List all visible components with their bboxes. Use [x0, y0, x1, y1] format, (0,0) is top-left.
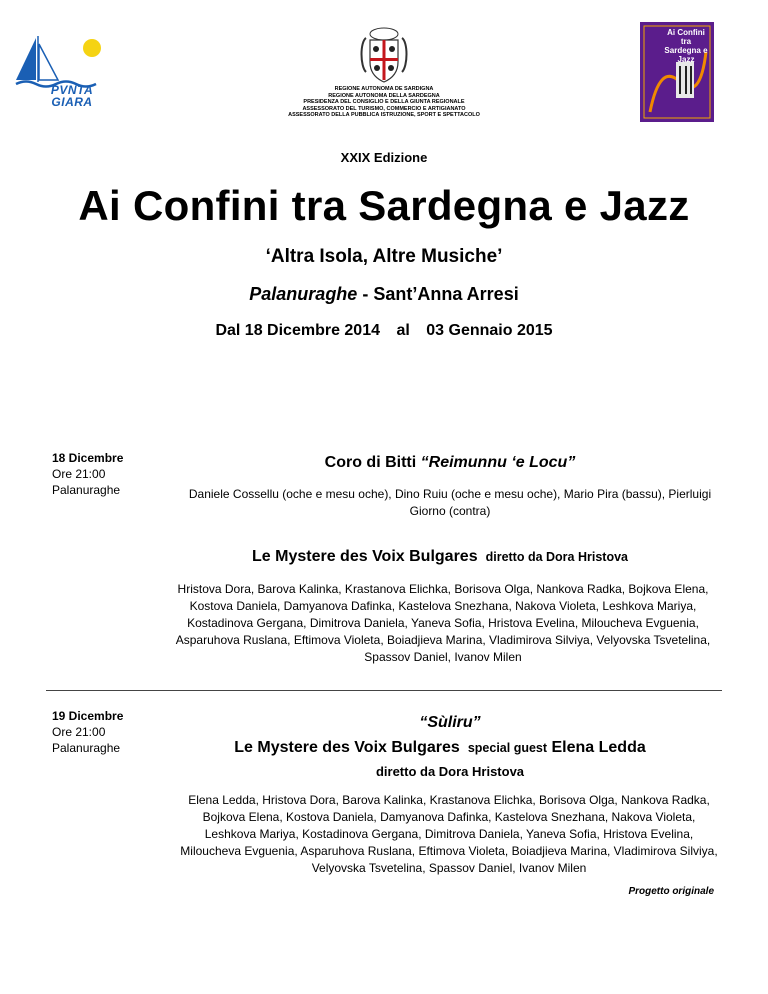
event-note: diretto da Dora Hristova — [375, 764, 525, 779]
venue — [0, 284, 768, 305]
day-time: Ore 21:00 — [52, 725, 106, 739]
section-divider — [46, 690, 722, 691]
performers-list: Elena Ledda, Hristova Dora, Barova Kalinka, Krastanova Elichka, Borisova Olga, Nankova Radka, Bojkova Elena, Kostova Daniela, Damyanova Dafinka, Kastelova Snezhana, Nakova Violeta, Leshkova Mariya, Kostadinova Gergana, Dimitrova Daniela, Yaneva Sofia, Hristova Evelina, Miloucheva Evguenia, Asparuhova Ruslana, Eftimova Violeta, Boiadjieva Marina, Vladimirova Silviya, Velyovska Tsvetelina, Spassov Daniel, Ivanov Milen — [180, 793, 718, 875]
crest-line: REGIONE AUTONOMA DELLA SARDEGNA — [328, 92, 440, 99]
day-date: 18 Dicembre — [52, 451, 124, 465]
edition-label: XXIX Edizione — [340, 150, 428, 165]
event-name: Coro di Bitti — [324, 454, 417, 471]
event-work: “Sùliru” — [419, 714, 481, 731]
performers-list: Daniele Cossellu (oche e mesu oche), Dino Ruiu (oche e mesu oche), Mario Pira (bassu), Pierluigi Giorno (contra) — [188, 487, 712, 518]
venue-separator: - — [357, 284, 374, 304]
crest-line: ASSESSORATO DEL TURISMO, COMMERCIO E ARTIGIANATO — [302, 105, 466, 112]
event-title — [170, 739, 710, 757]
event-name: Le Mystere des Voix Bulgares — [234, 739, 460, 756]
poster-text: Ai Confini tra Sardegna e Jazz — [664, 28, 708, 64]
date-from: Dal 18 Dicembre 2014 — [215, 322, 380, 339]
venue-town: Sant’Anna Arresi — [373, 284, 519, 304]
event-note: diretto da Dora Hristova — [485, 550, 628, 564]
crest-line: ASSESSORATO DELLA PUBBLICA ISTRUZIONE, SPORT E SPETTACOLO — [288, 112, 480, 119]
page-title: Ai Confini tra Sardegna e Jazz — [78, 182, 690, 229]
event-title — [190, 454, 710, 472]
event-work: “Reimunnu ‘e Locu” — [420, 454, 576, 471]
event-title — [170, 548, 710, 566]
venue-place: Palanuraghe — [249, 284, 358, 304]
date-to: 03 Gennaio 2015 — [426, 322, 553, 339]
date-joiner: al — [396, 322, 410, 339]
day-time: Ore 21:00 — [52, 467, 106, 481]
guest-label: special guest — [467, 741, 548, 755]
guest-name: Elena Ledda — [551, 739, 646, 756]
event-work-title — [190, 714, 710, 732]
day-place: Palanuraghe — [52, 483, 121, 497]
day-date: 19 Dicembre — [52, 709, 124, 723]
event-name: Le Mystere des Voix Bulgares — [252, 548, 478, 565]
day-place: Palanuraghe — [52, 741, 121, 755]
festival-dates — [0, 322, 768, 340]
coat-of-arms-icon — [336, 22, 432, 88]
crest-line: REGIONE AUTONOMA DE SARDIGNA — [334, 86, 434, 92]
subtitle: ‘Altra Isola, Altre Musiche’ — [265, 246, 503, 267]
day-info — [52, 450, 123, 498]
regione-sardegna-crest — [336, 22, 432, 88]
festival-poster — [640, 22, 714, 122]
footer-note: Progetto originale — [628, 886, 714, 897]
day-info — [52, 708, 123, 756]
logo-text: PVNTA GIARA — [50, 83, 94, 109]
performers-list: Hristova Dora, Barova Kalinka, Krastanova Elichka, Borisova Olga, Nankova Radka, Bojkova Elena, Kostova Daniela, Damyanova Dafinka, Kastelova Snezhana, Nakova Violeta, Leshkova Mariya, Kostadinova Gergana, Dimitrova Daniela, Yaneva Sofia, Hristova Evelina, Miloucheva Evguenia, Asparuhova Ruslana, Eftimova Violeta, Boiadjieva Marina, Vladimirova Silviya, Velyovska Tsvetelina, Spassov Daniel, Ivanov Milen — [175, 582, 711, 664]
crest-line: PRESIDENZA DEL CONSIGLIO E DELLA GIUNTA REGIONALE — [303, 99, 465, 106]
